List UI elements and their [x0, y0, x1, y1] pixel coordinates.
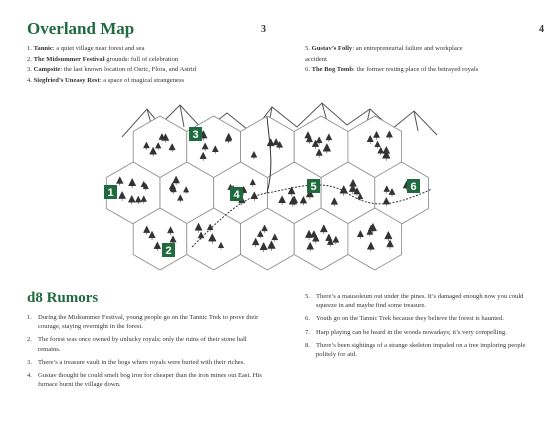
list-item: 1. Tannic: a quiet village near forest and sea [27, 45, 145, 52]
marker-label: 1 [107, 187, 114, 199]
rumor-item: 1. During the Midsummer Festival, young people go on the Tannic Trek to prove their courage, staying overnight in the forest. [27, 314, 259, 331]
rumors-list-right [305, 292, 540, 363]
rumor-item: 3. There’s a treasure vault in the bogs where royals were buried with their riches. [27, 358, 245, 366]
overland-list-right [305, 44, 478, 76]
map-marker-4 [230, 187, 243, 201]
rumor-item: 5. There’s a mausoleum out under the pines. It’s damaged enough now you could squeeze in and maybe find some treasure. [305, 293, 524, 310]
overland-map-title: Overland Map [27, 19, 135, 38]
rumor-item: 2. The forest was once owned by unlucky royals; only the ruins of their stone hall remains. [27, 336, 247, 353]
map-marker-2 [162, 243, 175, 257]
hex-map [92, 97, 467, 287]
page-number-right: 4 [539, 24, 544, 35]
rumors-list-left [27, 313, 270, 393]
marker-label: 5 [310, 181, 317, 193]
list-item: accident [305, 55, 327, 63]
list-item: 2. The Midsummer Festival grounds: full of celebration [27, 55, 179, 63]
rumor-item: 4. Gustav thought he could smelt bog iron for cheaper than the iron mines out East. His furnace burnt the village down. [27, 372, 262, 389]
rumor-item: 7. Harp playing can be heard in the woods nowadays; it’s very compelling. [305, 328, 507, 336]
overland-list-left [27, 44, 196, 86]
map-marker-6 [407, 179, 420, 193]
rumor-item: 8. There’s been sightings of a strange skeleton impaled on a tree imploring people politely for aid. [305, 341, 526, 359]
rumors-title: d8 Rumors [27, 290, 99, 306]
marker-label: 6 [410, 181, 417, 193]
list-item: 3. Campsite: the last known location of Osric, Flora, and Astrid [27, 66, 197, 73]
map-marker-3 [189, 127, 202, 141]
marker-label: 2 [165, 245, 172, 257]
map-marker-1 [104, 185, 117, 199]
map-marker-5 [307, 179, 320, 193]
marker-label: 4 [233, 189, 240, 201]
list-item: 5. Gustav’s Folly: an entrepreneurial failure and workplace [305, 45, 463, 52]
rumor-item: 6. Youth go on the Tannic Trek because they believe the forest is haunted. [305, 315, 504, 323]
marker-label: 3 [192, 129, 199, 141]
list-item: 6. The Bog Tomb: the former resting place of the betrayed royals [305, 66, 479, 73]
list-item: 4. Siegfried’s Uneasy Rest: a space of magical strangeness [27, 76, 185, 84]
page-number-left: 3 [261, 24, 266, 35]
